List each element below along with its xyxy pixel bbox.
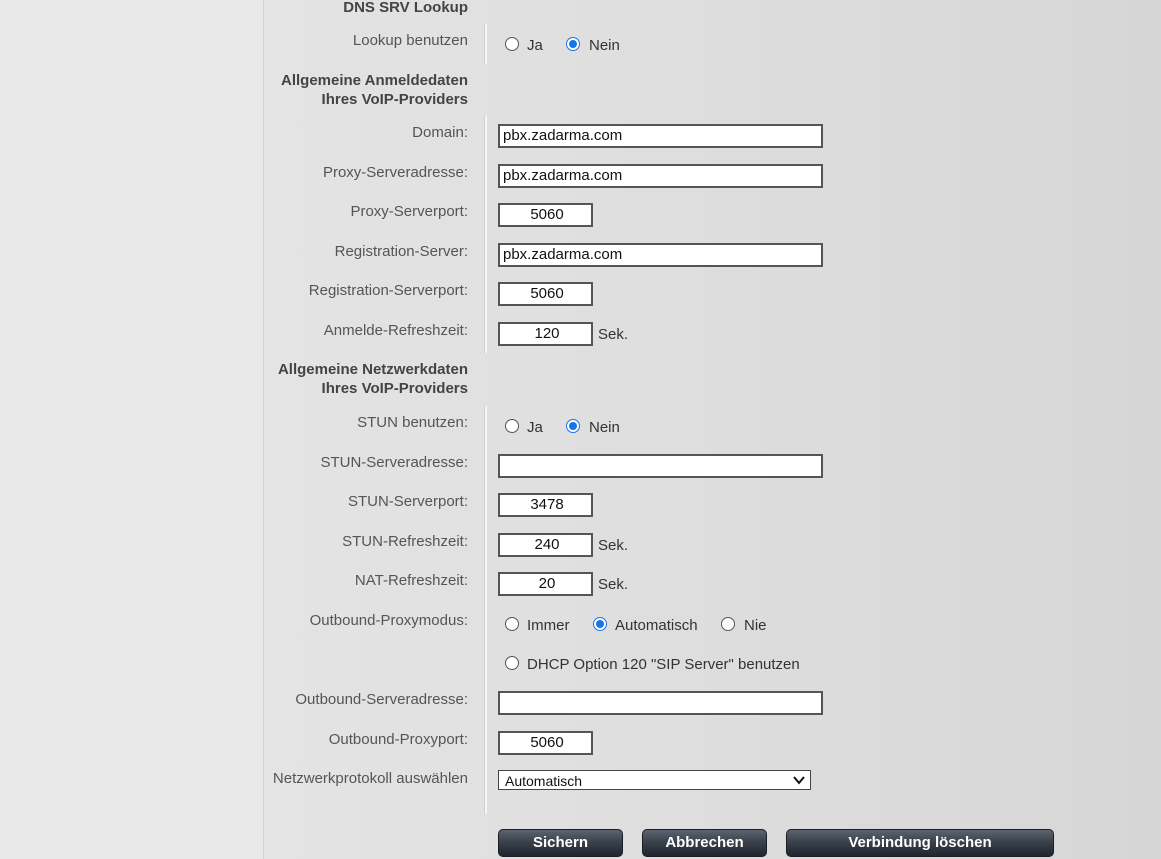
cancel-button[interactable]: Abbrechen (642, 829, 767, 857)
stun-refresh-label: STUN-Refreshzeit: (342, 533, 468, 550)
protocol-select-value: Automatisch (505, 773, 583, 789)
lookup-no-radio[interactable] (566, 37, 580, 51)
stun-port-input[interactable]: 3478 (498, 493, 593, 517)
stun-yes-radio[interactable] (505, 419, 519, 433)
dns-srv-heading: DNS SRV Lookup (343, 0, 468, 16)
network-heading-2: Ihres VoIP-Providers (321, 380, 468, 397)
mode-always-label: Immer (527, 617, 570, 634)
outbound-mode-label: Outbound-Proxymodus: (309, 612, 468, 629)
nat-refresh-label: NAT-Refreshzeit: (354, 572, 468, 589)
network-heading-1: Allgemeine Netzwerkdaten (277, 361, 468, 378)
nat-refresh-input[interactable]: 20 (498, 572, 593, 596)
domain-input[interactable]: pbx.zadarma.com (498, 124, 823, 148)
login-refresh-input[interactable]: 120 (498, 322, 593, 346)
domain-label: Domain: (412, 124, 468, 141)
login-heading-1: Allgemeine Anmeldedaten (281, 72, 468, 89)
lookup-yes-radio[interactable] (505, 37, 519, 51)
mode-auto-label: Automatisch (615, 617, 698, 634)
stun-address-input[interactable] (498, 454, 823, 478)
stun-yes-label: Ja (527, 419, 543, 436)
stun-refresh-unit: Sek. (598, 537, 629, 554)
protocol-select[interactable] (498, 770, 811, 790)
proxy-address-input[interactable]: pbx.zadarma.com (498, 164, 823, 188)
mode-dhcp-label: DHCP Option 120 "SIP Server" benutzen (527, 656, 800, 673)
stun-no-radio[interactable] (566, 419, 580, 433)
proxy-address-label: Proxy-Serveradresse: (322, 164, 468, 181)
stun-address-label: STUN-Serveradresse: (320, 454, 468, 471)
delete-connection-button[interactable]: Verbindung löschen (786, 829, 1054, 857)
registration-port-label: Registration-Serverport: (308, 282, 468, 299)
outbound-port-label: Outbound-Proxyport: (328, 731, 468, 748)
outbound-address-label: Outbound-Serveradresse: (295, 691, 468, 708)
mode-never-radio[interactable] (721, 617, 735, 631)
mode-always-radio[interactable] (505, 617, 519, 631)
nat-refresh-unit: Sek. (598, 576, 629, 593)
mode-dhcp-radio[interactable] (505, 656, 519, 670)
proxy-port-input[interactable]: 5060 (498, 203, 593, 227)
lookup-yes-label: Ja (527, 37, 543, 54)
lookup-label: Lookup benutzen (352, 32, 468, 49)
login-refresh-label: Anmelde-Refreshzeit: (323, 322, 468, 339)
separator (484, 406, 487, 814)
chevron-down-icon (793, 773, 805, 793)
registration-port-input[interactable]: 5060 (498, 282, 593, 306)
stun-use-label: STUN benutzen: (357, 414, 468, 431)
outbound-address-input[interactable] (498, 691, 823, 715)
mode-auto-radio[interactable] (593, 617, 607, 631)
login-heading-2: Ihres VoIP-Providers (321, 91, 468, 108)
login-refresh-unit: Sek. (598, 326, 629, 343)
lookup-no-label: Nein (589, 37, 620, 54)
stun-refresh-input[interactable]: 240 (498, 533, 593, 557)
save-button[interactable]: Sichern (498, 829, 623, 857)
protocol-label: Netzwerkprotokoll auswählen (272, 770, 468, 787)
mode-never-label: Nie (744, 617, 767, 634)
stun-no-label: Nein (589, 419, 620, 436)
proxy-port-label: Proxy-Serverport: (350, 203, 468, 220)
stun-port-label: STUN-Serverport: (347, 493, 468, 510)
outbound-port-input[interactable]: 5060 (498, 731, 593, 755)
separator (484, 24, 487, 64)
left-sidebar (0, 0, 264, 859)
registration-server-input[interactable]: pbx.zadarma.com (498, 243, 823, 267)
separator (484, 116, 487, 353)
registration-server-label: Registration-Server: (334, 243, 468, 260)
